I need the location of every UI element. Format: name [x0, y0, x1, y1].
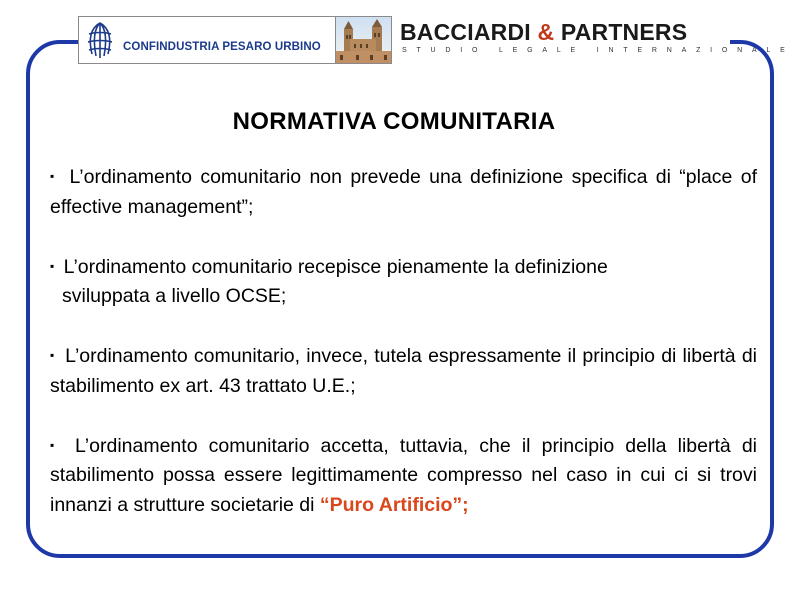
header-logos — [78, 16, 795, 68]
bullet-item — [50, 341, 757, 401]
bullet-text: L’ordinamento comunitario, invece, tutela espressamente il principio di libertà di stabilimento ex art. 43 trattato U.E.; — [50, 345, 757, 397]
confindustria-logo — [78, 16, 336, 64]
bullet-text: L’ordinamento comunitario accetta, tuttavia, che il principio della libertà di stabilimento possa essere legittimamente compresso nel caso in cui ci si trovi innanzi a strutture societarie di — [50, 434, 757, 516]
firm-ampersand: & — [537, 19, 555, 45]
firm-subtitle: STUDIO LEGALE INTERNAZIONALE — [402, 47, 795, 54]
bullet-list — [50, 162, 757, 550]
bullet-icon: ▪ — [50, 169, 58, 183]
highlighted-term: “Puro Artificio”; — [319, 493, 469, 516]
bullet-text: L’ordinamento comunitario recepisce pienamente la definizione — [58, 255, 608, 278]
palace-photo — [336, 16, 392, 64]
bullet-text-continuation: sviluppata a livello OCSE; — [62, 285, 287, 307]
confindustria-label: CONFINDUSTRIA PESARO URBINO — [123, 41, 321, 53]
bullet-item — [50, 252, 757, 312]
bullet-icon: ▪ — [50, 348, 56, 362]
firm-name — [400, 19, 687, 46]
bullet-icon: ▪ — [50, 437, 60, 452]
bullet-item — [50, 162, 757, 222]
bullet-icon: ▪ — [50, 258, 55, 273]
firm-name-part2: PARTNERS — [560, 19, 688, 45]
firm-brand — [400, 16, 795, 64]
bullet-text: L’ordinamento comunitario non prevede una definizione specifica di “place of effective management”; — [50, 166, 757, 218]
palace-illustration — [336, 17, 392, 64]
slide-title: NORMATIVA COMUNITARIA — [232, 108, 556, 135]
confindustria-logo-icon — [83, 20, 117, 60]
bullet-item — [50, 431, 757, 521]
firm-name-part1: BACCIARDI — [400, 19, 531, 45]
